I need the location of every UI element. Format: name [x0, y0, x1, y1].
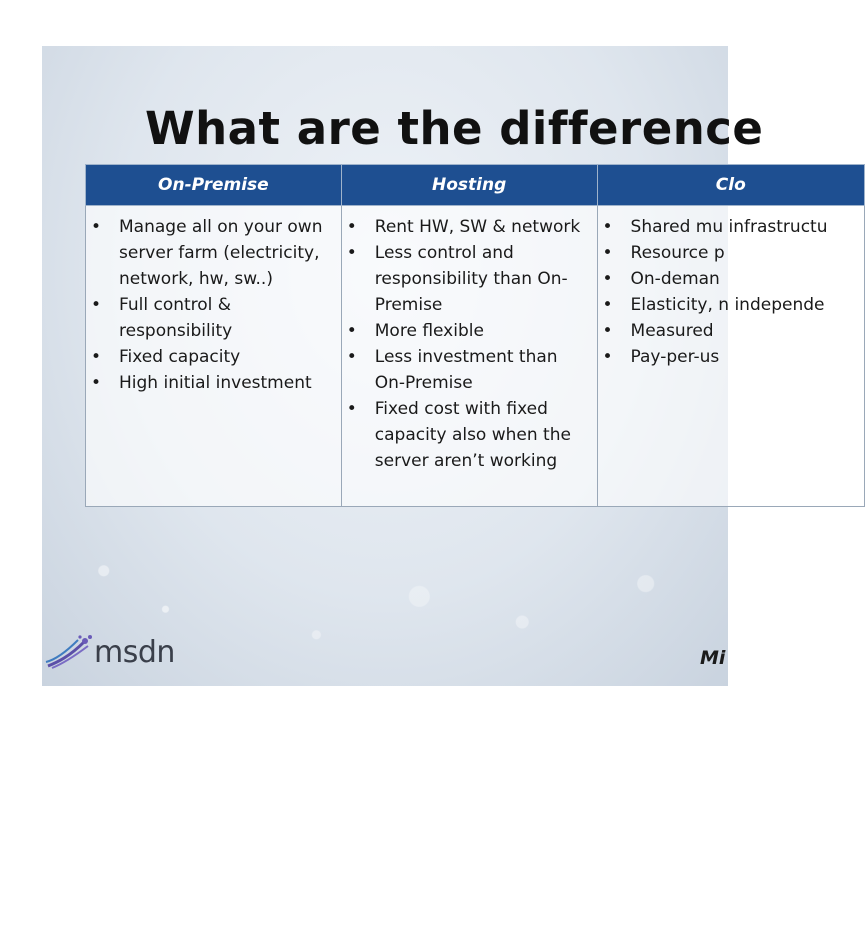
comparison-table	[85, 164, 865, 507]
slide-title: What are the difference	[145, 102, 764, 155]
msdn-logo	[44, 632, 194, 672]
slide	[42, 46, 828, 686]
list-item: • Pay-per-us	[601, 344, 860, 370]
msdn-wordmark: msdn	[94, 634, 175, 670]
list-item: • Less control and responsibility than On-Premise	[345, 240, 593, 318]
table-header-row	[86, 165, 865, 206]
list-item: • On-deman	[601, 266, 860, 292]
bullet-list	[601, 214, 860, 370]
list-item: • Rent HW, SW & network	[345, 214, 593, 240]
microsoft-logo: Mi	[700, 647, 726, 669]
list-item: • More flexible	[345, 318, 593, 344]
bullet-list	[89, 214, 337, 396]
cell-hosting	[341, 206, 597, 507]
msdn-swoosh-icon	[44, 632, 96, 672]
bullet-list	[345, 214, 593, 474]
list-item: • Manage all on your own server farm (electricity, network, hw, sw..)	[89, 214, 337, 292]
list-item: • Measured	[601, 318, 860, 344]
cell-on-premise	[86, 206, 342, 507]
list-item: • Elasticity, n independe	[601, 292, 860, 318]
header-hosting: Hosting	[341, 165, 597, 206]
list-item: • Fixed cost with fixed capacity also when the server aren’t working	[345, 396, 593, 474]
cell-cloud	[597, 206, 864, 507]
list-item: • Less investment than On-Premise	[345, 344, 593, 396]
list-item: • Resource p	[601, 240, 860, 266]
header-cloud: Clo	[597, 165, 864, 206]
table-row	[86, 206, 865, 507]
list-item: • Fixed capacity	[89, 344, 337, 370]
header-on-premise: On-Premise	[86, 165, 342, 206]
list-item: • Full control & responsibility	[89, 292, 337, 344]
list-item: • High initial investment	[89, 370, 337, 396]
list-item: • Shared mu infrastructu	[601, 214, 860, 240]
